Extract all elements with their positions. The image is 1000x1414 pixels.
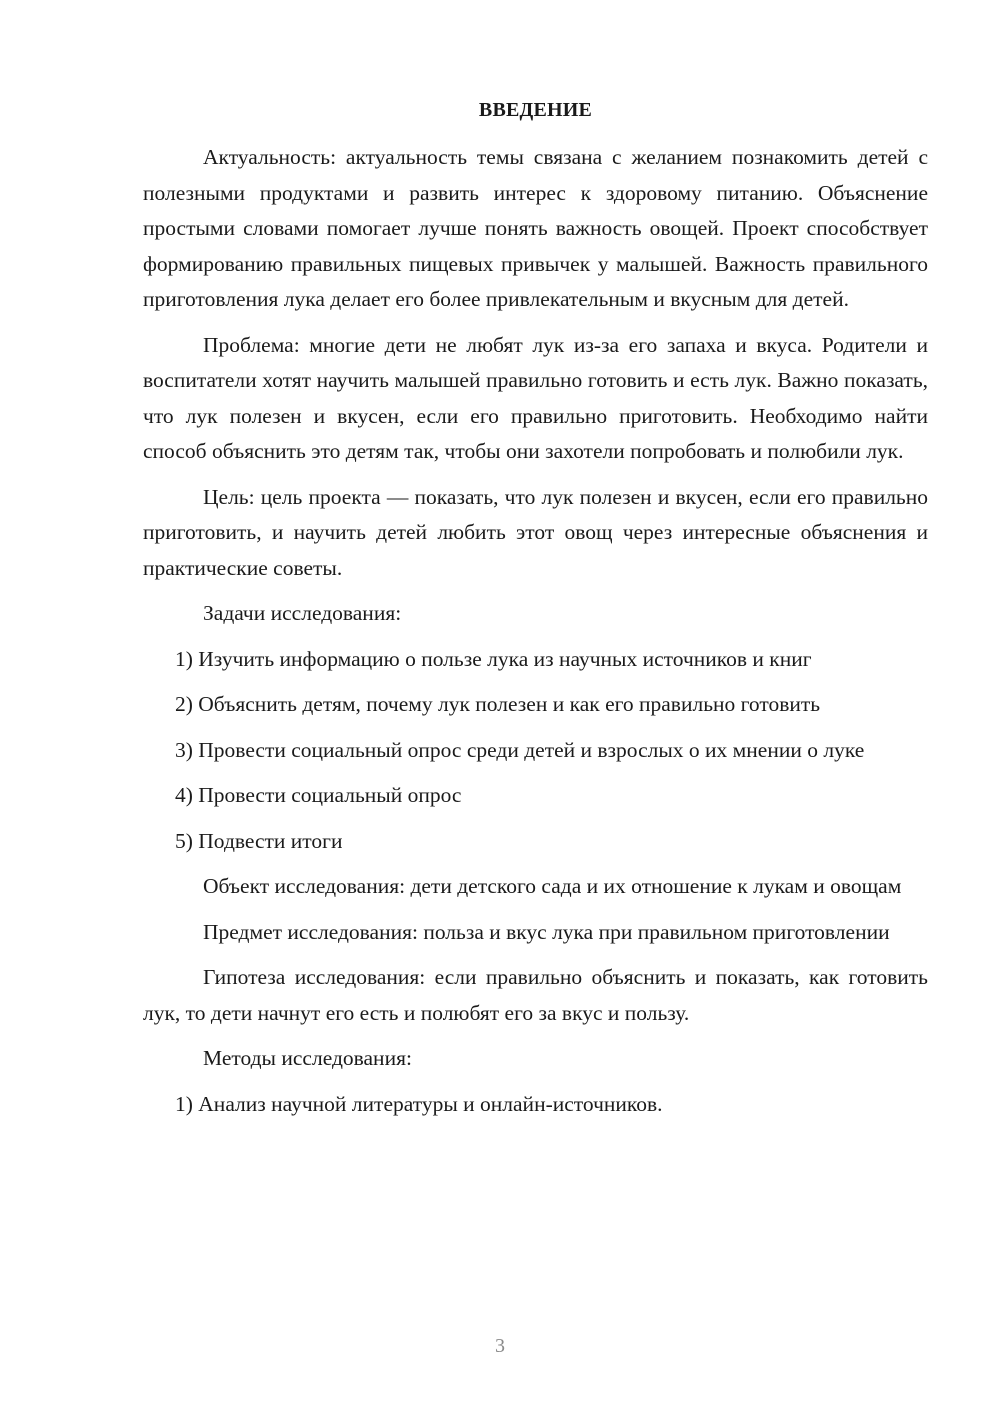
object-paragraph: Объект исследования: дети детского сада и их отношение к лукам и овощам (203, 874, 902, 898)
task-item-1: 1) Изучить информацию о пользе лука из научных источников и книг (175, 646, 812, 671)
relevance-paragraph: Актуальность: актуальность темы связана с желанием познакомить детей с полезными продуктами и развить интерес к здоровому питанию. Объяснение простыми словами помогает лучше понять важность овощей. Проект способствует формированию правильных пищевых привычек у малышей. Важность правильного приготовления лука делает его более привлекательным и вкусным для детей. (143, 145, 928, 311)
task-item-3: 3) Провести социальный опрос среди детей и взрослых о их мнении о луке (175, 737, 865, 762)
task-item-4: 4) Провести социальный опрос (175, 783, 462, 807)
problem-paragraph: Проблема: многие дети не любят лук из-за его запаха и вкуса. Родители и воспитатели хотят научить малышей правильно готовить и есть лук. Важно показать, что лук полезен и вкусен, если его правильно приготовить. Необходимо найти способ объяснить это детям так, чтобы они захотели попробовать и полюбили лук. (143, 332, 928, 463)
tasks-title: Задачи исследования: (203, 601, 402, 625)
section-heading: ВВЕДЕНИЕ (478, 99, 593, 121)
goal-paragraph: Цель: цель проекта — показать, что лук полезен и вкусен, если его правильно приготовить, и научить детей любить этот овощ через интересные объяснения и практические советы. (143, 484, 928, 580)
subject-paragraph: Предмет исследования: польза и вкус лука при правильном приготовлении (203, 919, 890, 944)
methods-title: Методы исследования: (203, 1046, 412, 1070)
task-item-2: 2) Объяснить детям, почему лук полезен и как его правильно готовить (175, 692, 821, 716)
page-content (143, 96, 928, 1132)
page-number: 3 (495, 1335, 505, 1357)
hypothesis-paragraph: Гипотеза исследования: если правильно объяснить и показать, как готовить лук, то дети начнут его есть и полюбят его за вкус и пользу. (143, 965, 928, 1025)
task-item-5: 5) Подвести итоги (175, 828, 343, 853)
method-item-1: 1) Анализ научной литературы и онлайн-источников. (175, 1091, 663, 1116)
